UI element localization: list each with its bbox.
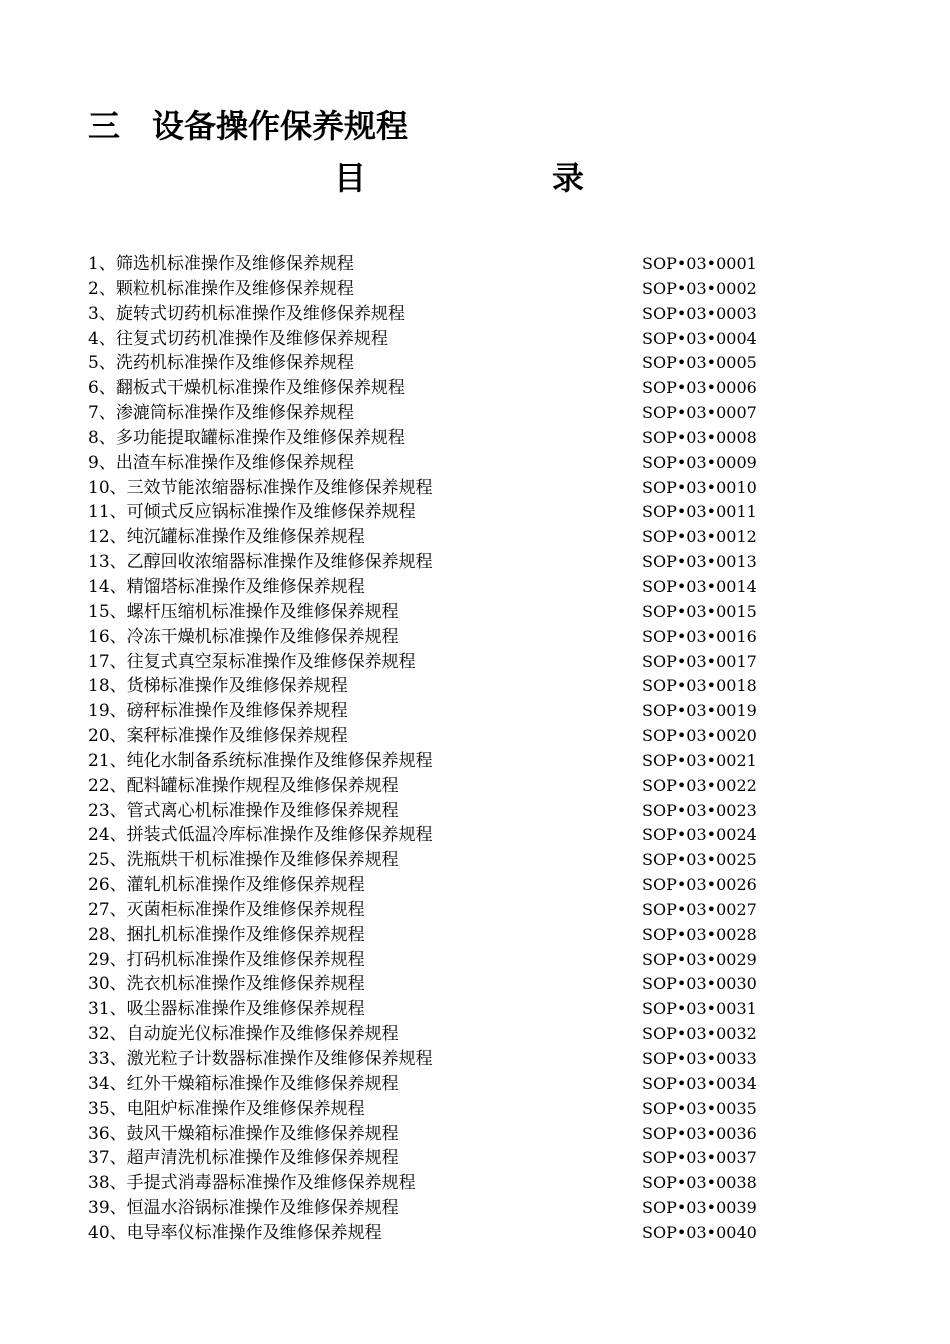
toc-entry-title: 32、自动旋光仪标准操作及维修保养规程	[88, 1024, 399, 1045]
toc-entry-title: 18、货梯标准操作及维修保养规程	[88, 676, 348, 697]
toc-entry-title: 36、鼓风干燥箱标准操作及维修保养规程	[88, 1123, 399, 1144]
toc-entry-title: 8、多功能提取罐标准操作及维修保养规程	[88, 427, 405, 448]
toc-entry-title: 15、螺杆压缩机标准操作及维修保养规程	[88, 601, 399, 622]
toc-entry	[88, 1221, 768, 1246]
toc-entry	[88, 625, 768, 650]
toc-entry-title: 37、超声清洗机标准操作及维修保养规程	[88, 1148, 399, 1169]
toc-entry-title: 10、三效节能浓缩器标准操作及维修保养规程	[88, 477, 433, 498]
toc-entry-title: 25、洗瓶烘干机标准操作及维修保养规程	[88, 850, 399, 871]
toc-entry	[88, 1072, 768, 1097]
toc-entry-code: SOP•03•0002	[642, 278, 757, 298]
toc-entry-code: SOP•03•0031	[642, 999, 757, 1019]
toc-entry-code: SOP•03•0019	[642, 701, 757, 721]
toc-entry-code: SOP•03•0003	[642, 303, 757, 323]
toc-entry-code: SOP•03•0040	[642, 1222, 757, 1242]
toc-entry-code: SOP•03•0014	[642, 576, 757, 596]
toc-entry	[88, 997, 768, 1022]
toc-entry-code: SOP•03•0005	[642, 353, 757, 373]
toc-entry	[88, 401, 768, 426]
toc-entry-title: 39、恒温水浴锅标准操作及维修保养规程	[88, 1198, 399, 1219]
toc-entry-title: 31、吸尘器标准操作及维修保养规程	[88, 999, 365, 1020]
toc-entry	[88, 674, 768, 699]
toc-entry	[88, 600, 768, 625]
toc-entry-code: SOP•03•0032	[642, 1024, 757, 1044]
toc-entry	[88, 923, 768, 948]
toc-entry-code: SOP•03•0012	[642, 527, 757, 547]
toc-entry-title: 22、配料罐标准操作规程及维修保养规程	[88, 775, 399, 796]
toc-entry-title: 34、红外干燥箱标准操作及维修保养规程	[88, 1073, 399, 1094]
toc-entry-code: SOP•03•0026	[642, 875, 757, 895]
section-title: 三 设备操作保养规程	[88, 107, 409, 145]
toc-entry-title: 17、往复式真空泵标准操作及维修保养规程	[88, 651, 416, 672]
toc-entry	[88, 898, 768, 923]
toc-entry-code: SOP•03•0004	[642, 328, 757, 348]
toc-entry-title: 1、筛选机标准操作及维修保养规程	[88, 254, 354, 274]
toc-entry	[88, 327, 768, 352]
toc-entry-title: 27、灭菌柜标准操作及维修保养规程	[88, 899, 365, 920]
toc-entry	[88, 550, 768, 575]
toc-list	[88, 252, 768, 1246]
toc-entry	[88, 1171, 768, 1196]
toc-entry	[88, 1122, 768, 1147]
toc-entry-code: SOP•03•0010	[642, 477, 757, 497]
toc-entry	[88, 500, 768, 525]
toc-entry-code: SOP•03•0001	[642, 254, 757, 273]
toc-entry-code: SOP•03•0027	[642, 899, 757, 919]
toc-entry-code: SOP•03•0020	[642, 726, 757, 746]
toc-entry	[88, 426, 768, 451]
toc-entry	[88, 525, 768, 550]
toc-entry	[88, 1196, 768, 1221]
toc-entry	[88, 972, 768, 997]
toc-entry	[88, 848, 768, 873]
toc-entry-title: 3、旋转式切药机标准操作及维修保养规程	[88, 303, 405, 324]
toc-entry-title: 12、纯沉罐标准操作及维修保养规程	[88, 527, 365, 548]
toc-entry	[88, 1047, 768, 1072]
toc-entry-code: SOP•03•0007	[642, 403, 757, 423]
toc-entry-code: SOP•03•0006	[642, 378, 757, 398]
toc-entry-title: 29、打码机标准操作及维修保养规程	[88, 949, 365, 970]
toc-entry	[88, 699, 768, 724]
toc-entry-title: 4、往复式切药机准操作及维修保养规程	[88, 328, 388, 349]
toc-entry-title: 24、拼装式低温冷库标准操作及维修保养规程	[88, 825, 433, 846]
toc-entry-code: SOP•03•0023	[642, 800, 757, 820]
toc-entry	[88, 749, 768, 774]
toc-heading-char-1: 目	[334, 159, 367, 197]
toc-entry-code: SOP•03•0021	[642, 750, 757, 770]
toc-entry-code: SOP•03•0009	[642, 452, 757, 472]
toc-entry	[88, 351, 768, 376]
toc-entry-code: SOP•03•0008	[642, 427, 757, 447]
toc-entry-code: SOP•03•0039	[642, 1198, 757, 1218]
toc-entry	[88, 1097, 768, 1122]
toc-entry-title: 30、洗衣机标准操作及维修保养规程	[88, 974, 365, 995]
toc-entry-title: 5、洗药机标准操作及维修保养规程	[88, 353, 354, 374]
toc-entry-title: 13、乙醇回收浓缩器标准操作及维修保养规程	[88, 552, 433, 573]
toc-entry-code: SOP•03•0025	[642, 850, 757, 870]
toc-entry-title: 20、案秤标准操作及维修保养规程	[88, 726, 348, 747]
toc-entry-code: SOP•03•0013	[642, 552, 757, 572]
toc-entry	[88, 799, 768, 824]
toc-entry-title: 16、冷冻干燥机标准操作及维修保养规程	[88, 626, 399, 647]
toc-entry-title: 2、颗粒机标准操作及维修保养规程	[88, 278, 354, 299]
toc-entry-title: 14、精馏塔标准操作及维修保养规程	[88, 576, 365, 597]
toc-entry	[88, 774, 768, 799]
toc-entry-title: 28、捆扎机标准操作及维修保养规程	[88, 924, 365, 945]
toc-entry-code: SOP•03•0017	[642, 651, 757, 671]
toc-entry	[88, 823, 768, 848]
toc-entry-title: 35、电阻炉标准操作及维修保养规程	[88, 1098, 365, 1119]
toc-entry-title: 23、管式离心机标准操作及维修保养规程	[88, 800, 399, 821]
toc-entry-code: SOP•03•0028	[642, 924, 757, 944]
toc-entry	[88, 252, 768, 277]
toc-entry	[88, 1022, 768, 1047]
toc-entry-title: 7、渗漉筒标准操作及维修保养规程	[88, 403, 354, 424]
toc-entry-code: SOP•03•0011	[642, 502, 757, 522]
toc-entry-code: SOP•03•0035	[642, 1098, 757, 1118]
toc-entry-title: 40、电导率仪标准操作及维修保养规程	[88, 1222, 382, 1243]
toc-entry	[88, 1146, 768, 1171]
toc-heading-char-2: 录	[551, 159, 584, 197]
toc-entry-title: 38、手提式消毒器标准操作及维修保养规程	[88, 1173, 416, 1194]
toc-entry-code: SOP•03•0022	[642, 775, 757, 795]
toc-entry-code: SOP•03•0018	[642, 676, 757, 696]
toc-entry	[88, 277, 768, 302]
toc-entry	[88, 302, 768, 327]
toc-entry	[88, 376, 768, 401]
toc-entry-title: 33、激光粒子计数器标准操作及维修保养规程	[88, 1049, 433, 1069]
toc-entry	[88, 451, 768, 476]
toc-entry-code: SOP•03•0030	[642, 974, 757, 994]
toc-entry-code: SOP•03•0015	[642, 601, 757, 621]
toc-entry-title: 26、灌轧机标准操作及维修保养规程	[88, 875, 365, 896]
toc-entry-title: 11、可倾式反应锅标准操作及维修保养规程	[88, 502, 416, 523]
toc-entry	[88, 948, 768, 973]
toc-entry-code: SOP•03•0016	[642, 626, 757, 646]
toc-entry-code: SOP•03•0037	[642, 1148, 757, 1168]
toc-heading	[334, 156, 584, 200]
toc-entry	[88, 575, 768, 600]
toc-entry-code: SOP•03•0036	[642, 1123, 757, 1143]
toc-entry	[88, 650, 768, 675]
toc-entry-code: SOP•03•0029	[642, 949, 757, 969]
toc-entry-title: 9、出渣车标准操作及维修保养规程	[88, 452, 354, 473]
toc-entry	[88, 873, 768, 898]
toc-entry-title: 19、磅秤标准操作及维修保养规程	[88, 701, 348, 722]
toc-entry	[88, 476, 768, 501]
toc-entry-code: SOP•03•0024	[642, 825, 757, 845]
toc-entry-title: 6、翻板式干燥机标准操作及维修保养规程	[88, 378, 405, 399]
toc-entry-code: SOP•03•0038	[642, 1173, 757, 1193]
toc-entry	[88, 724, 768, 749]
toc-entry-code: SOP•03•0033	[642, 1049, 757, 1068]
toc-entry-code: SOP•03•0034	[642, 1073, 757, 1093]
toc-entry-title: 21、纯化水制备系统标准操作及维修保养规程	[88, 750, 433, 771]
